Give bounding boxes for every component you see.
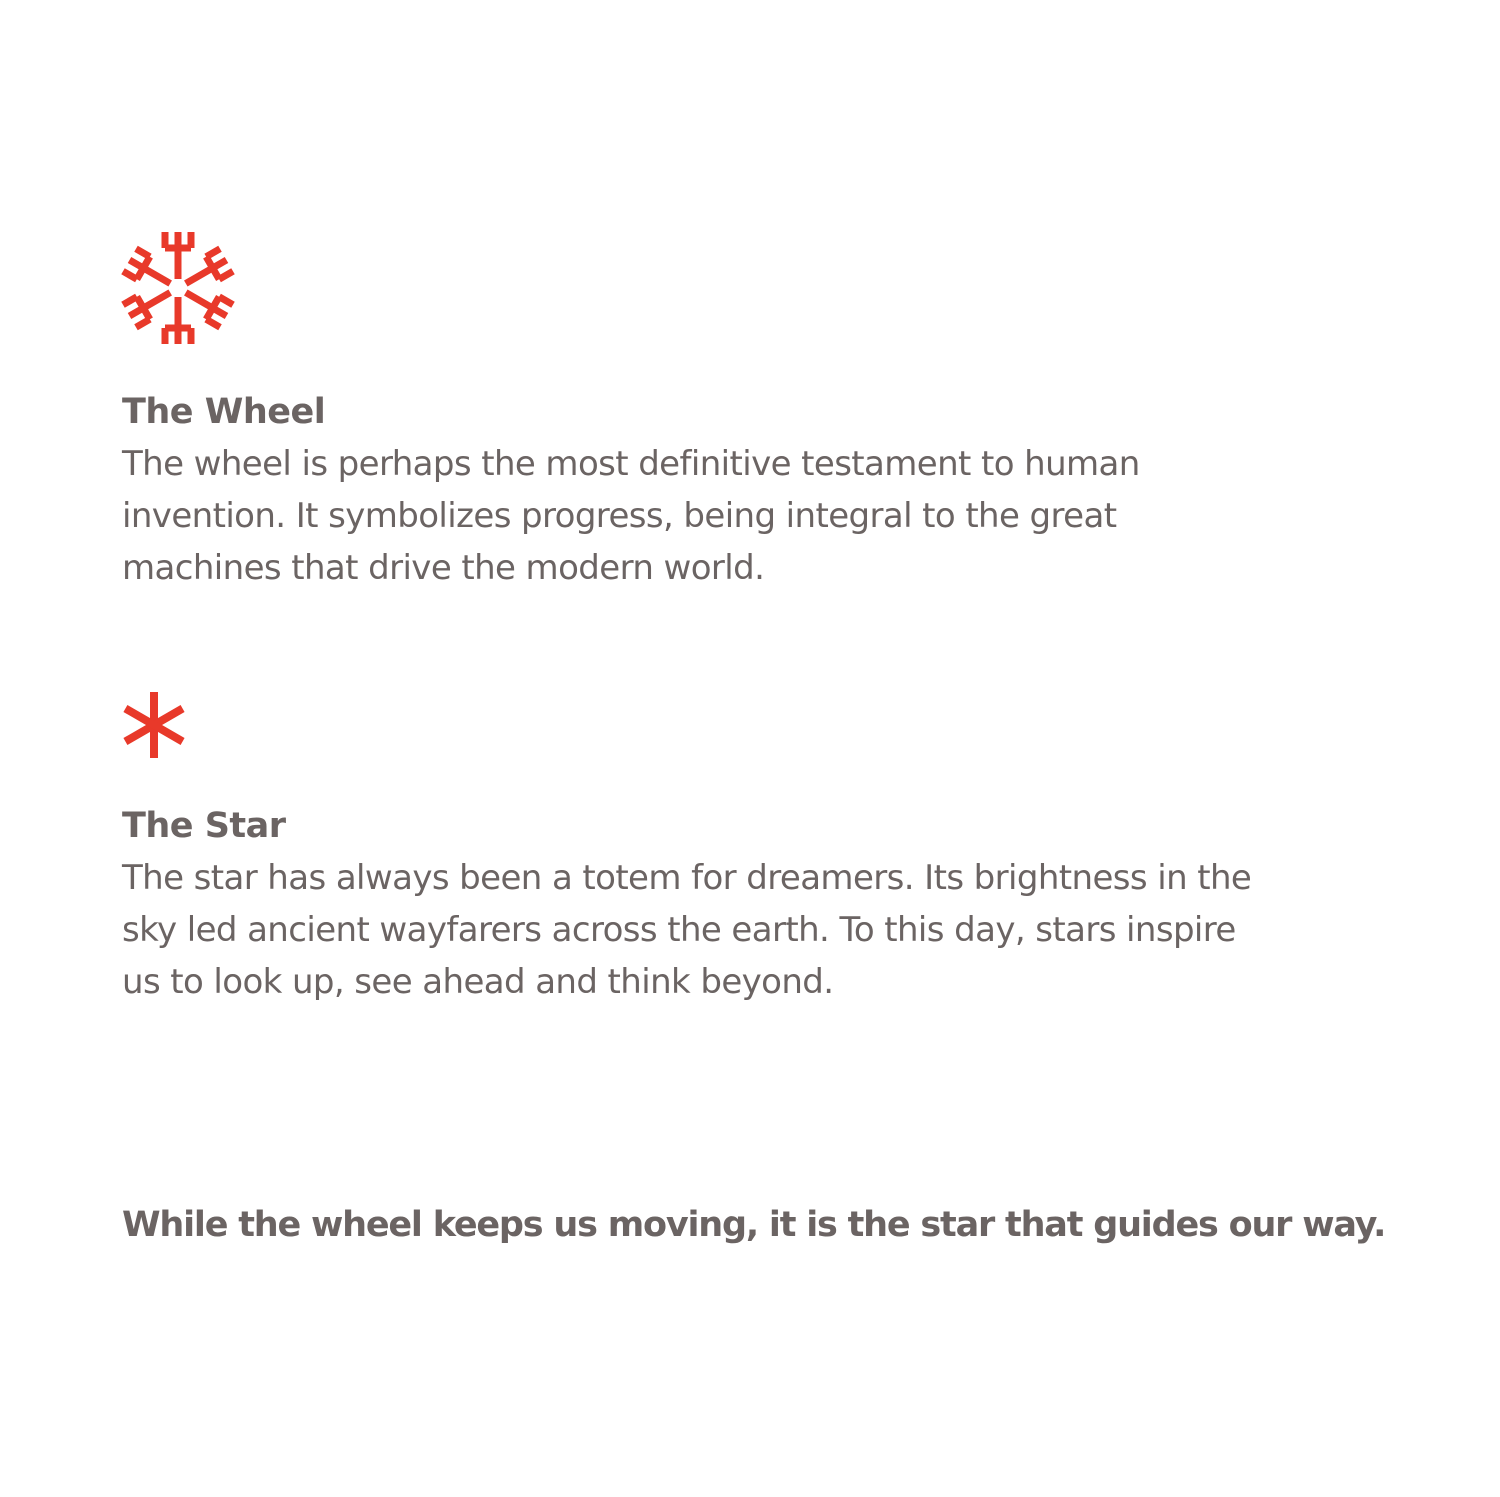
wheel-description-line: machines that drive the modern world. <box>122 548 765 588</box>
wheel-description-line: The wheel is perhaps the most definitive testament to human <box>122 444 1140 484</box>
tagline: While the wheel keeps us moving, it is the star that guides our way. <box>122 1205 1386 1245</box>
wheel-description-line: invention. It symbolizes progress, being integral to the great <box>122 496 1117 536</box>
star-icon <box>118 689 190 761</box>
star-description <box>122 852 1251 1008</box>
star-description-line: us to look up, see ahead and think beyond. <box>122 962 834 1002</box>
wheel-icon <box>118 228 238 348</box>
star-section <box>122 800 1251 1008</box>
star-title: The Star <box>122 806 286 846</box>
wheel-description <box>122 438 1140 594</box>
wheel-icon-container <box>118 228 238 348</box>
star-description-line: The star has always been a totem for dreamers. Its brightness in the <box>122 858 1252 898</box>
star-icon-container <box>118 689 190 761</box>
wheel-title: The Wheel <box>122 392 326 432</box>
wheel-section <box>122 386 1140 594</box>
star-description-line: sky led ancient wayfarers across the earth. To this day, stars inspire <box>122 910 1236 950</box>
